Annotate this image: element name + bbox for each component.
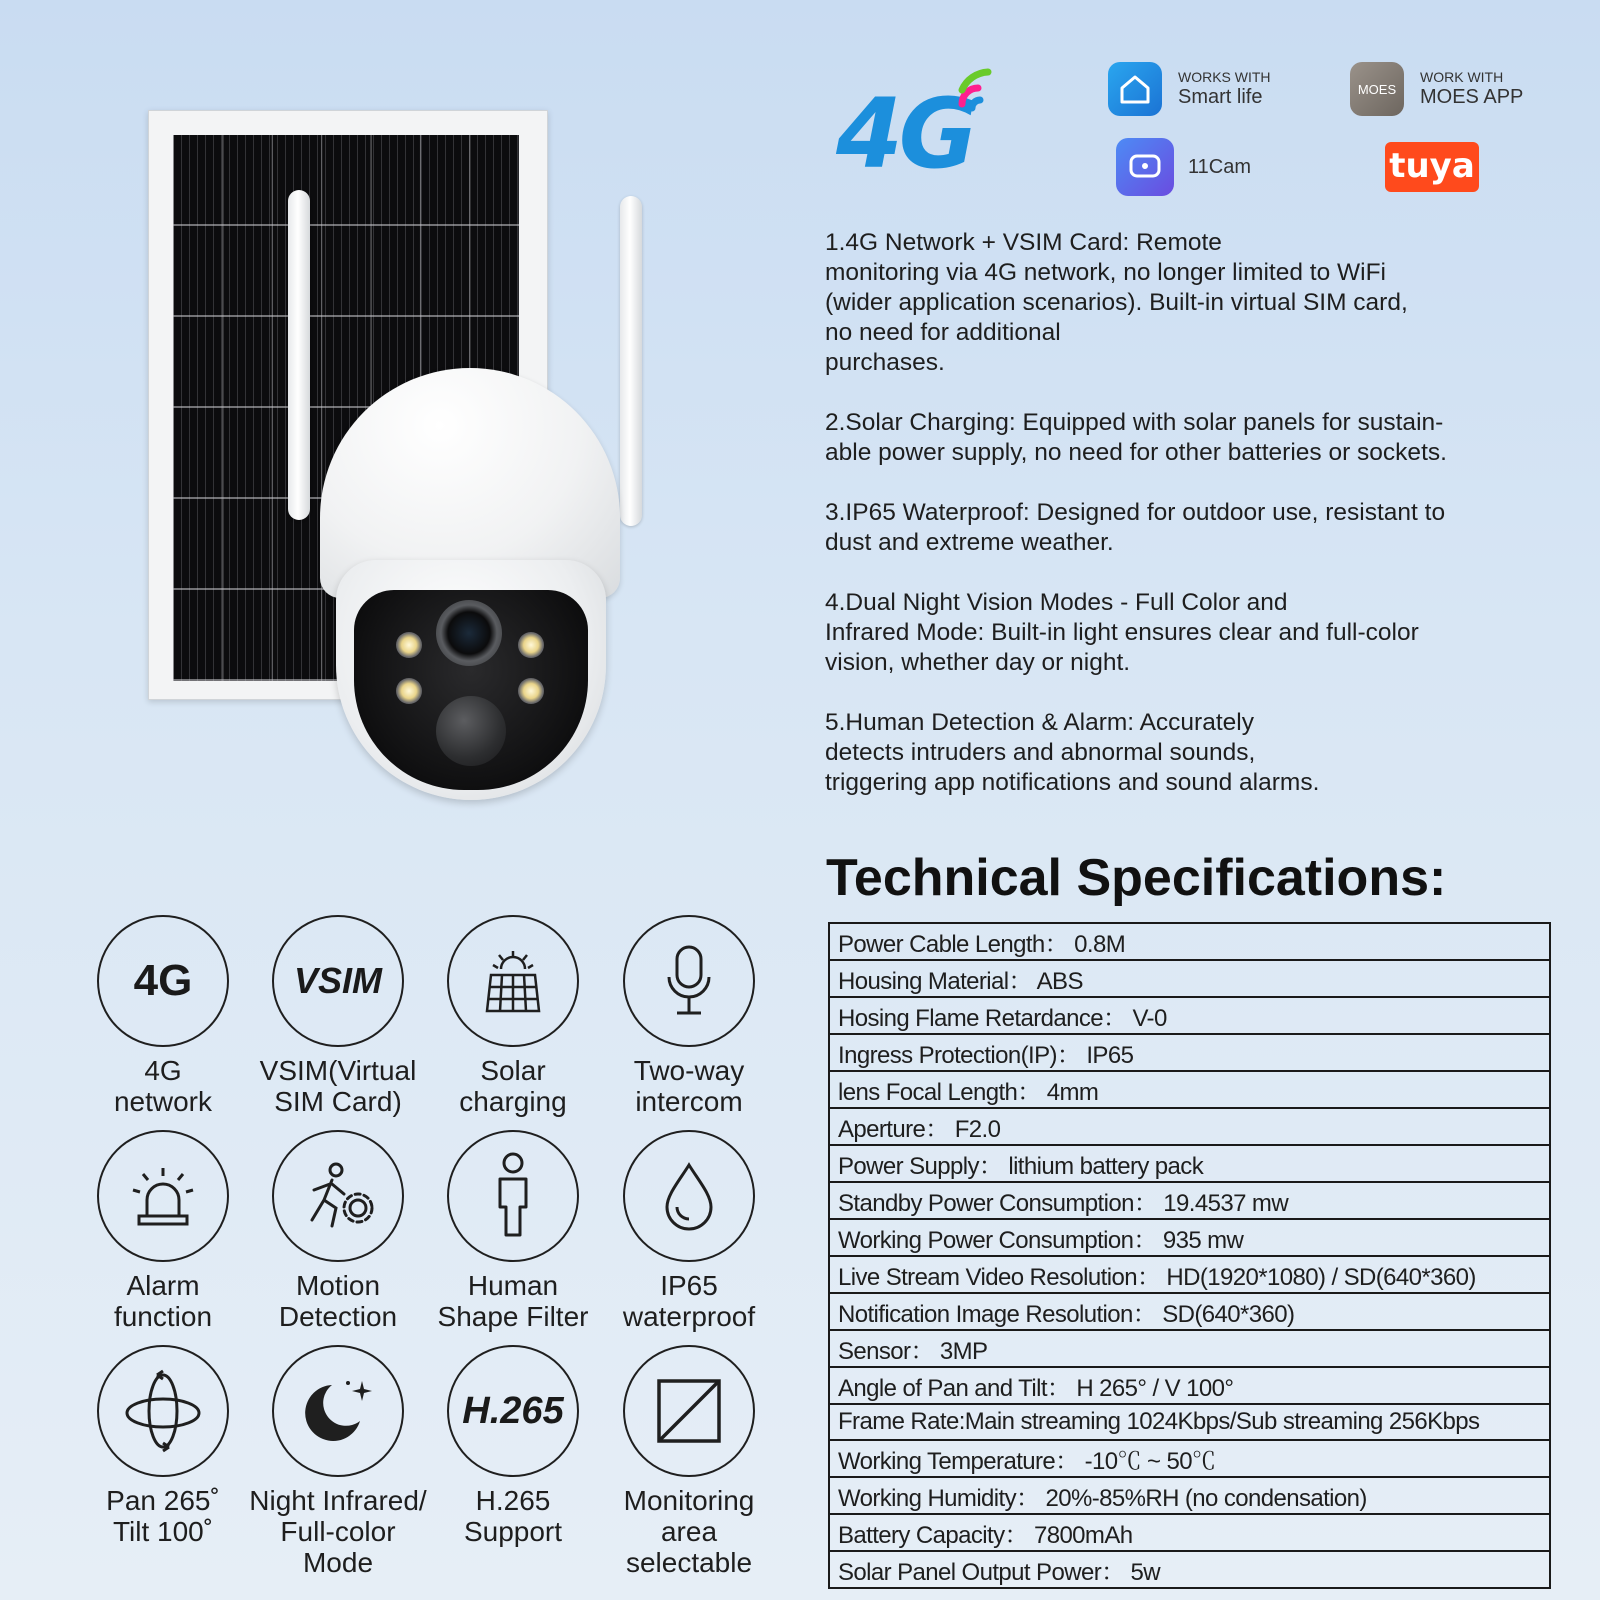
alarm-siren-icon bbox=[97, 1130, 229, 1262]
feature-alarm: Alarm function bbox=[73, 1130, 253, 1332]
spec-table bbox=[828, 922, 1551, 1589]
moes-badge bbox=[1350, 62, 1523, 116]
feature-list bbox=[825, 228, 1565, 828]
feature-icon-grid bbox=[70, 915, 790, 1578]
logo-4g: 4G bbox=[836, 70, 1016, 190]
led-light bbox=[518, 632, 544, 658]
product-image bbox=[140, 100, 660, 820]
signal-waves-icon bbox=[954, 64, 1014, 124]
person-icon bbox=[447, 1130, 579, 1262]
led-light bbox=[518, 678, 544, 704]
microphone-icon bbox=[623, 915, 755, 1047]
moes-name: MOES APP bbox=[1420, 86, 1524, 109]
feature-vsim: VSIM VSIM(Virtual SIM Card) bbox=[248, 915, 428, 1117]
spec-row: Power Cable Length： 0.8M bbox=[829, 923, 1550, 960]
spec-row: lens Focal Length： 4mm bbox=[829, 1071, 1550, 1108]
led-light bbox=[396, 678, 422, 704]
feature-3: 3.IP65 Waterproof: Designed for outdoor use, resistant to dust and extreme weather. bbox=[825, 499, 1446, 556]
led-light bbox=[396, 632, 422, 658]
feature-2: 2.Solar Charging: Equipped with solar panels for sustain- able power supply, no need for other batteries or sockets. bbox=[825, 409, 1447, 466]
feature-h265: H.265 H.265 Support bbox=[423, 1345, 603, 1547]
pir-sensor bbox=[436, 696, 506, 766]
feature-4: 4.Dual Night Vision Modes - Full Color and Infrared Mode: Built-in light ensures clear and full-color vision, whether day or night. bbox=[825, 589, 1419, 676]
spec-row: Working Temperature： -10℃ ~ 50℃ bbox=[829, 1440, 1550, 1477]
moes-icon bbox=[1350, 62, 1404, 116]
spec-row: Battery Capacity： 7800mAh bbox=[829, 1514, 1550, 1551]
spec-row: Standby Power Consumption： 19.4537 mw bbox=[829, 1182, 1550, 1219]
feature-intercom: Two-way intercom bbox=[599, 915, 779, 1117]
feature-monitor-area: Monitoring area selectable bbox=[599, 1345, 779, 1578]
antenna-right bbox=[620, 196, 642, 526]
feature-4g: 4G 4G network bbox=[73, 915, 253, 1117]
smartlife-small: WORKS WITH bbox=[1178, 68, 1271, 85]
moes-icon-text: MOES bbox=[1357, 81, 1397, 97]
spec-row: Solar Panel Output Power： 5w bbox=[829, 1551, 1550, 1588]
running-person-icon bbox=[272, 1130, 404, 1262]
spec-row: Sensor： 3MP bbox=[829, 1330, 1550, 1367]
feature-human-filter: Human Shape Filter bbox=[423, 1130, 603, 1332]
11cam-badge bbox=[1116, 138, 1251, 196]
spec-row: Ingress Protection(IP)： IP65 bbox=[829, 1034, 1550, 1071]
house-icon bbox=[1108, 62, 1162, 116]
feature-night-mode: Night Infrared/ Full-color Mode bbox=[248, 1345, 428, 1578]
camera-lens bbox=[436, 600, 502, 666]
spec-row: Working Humidity： 20%-85%RH (no condensation) bbox=[829, 1477, 1550, 1514]
spec-row: Notification Image Resolution： SD(640*360) bbox=[829, 1293, 1550, 1330]
spec-row: Hosing Flame Retardance： V-0 bbox=[829, 997, 1550, 1034]
feature-solar: Solar charging bbox=[423, 915, 603, 1117]
spec-row: Aperture： F2.0 bbox=[829, 1108, 1550, 1145]
moon-stars-icon bbox=[272, 1345, 404, 1477]
moes-small: WORK WITH bbox=[1420, 68, 1504, 85]
rotation-icon bbox=[97, 1345, 229, 1477]
camera-app-icon bbox=[1116, 138, 1174, 196]
feature-5: 5.Human Detection & Alarm: Accurately detects intruders and abnormal sounds, triggering app notifications and sound alarms. bbox=[825, 709, 1320, 796]
feature-motion: Motion Detection bbox=[248, 1130, 428, 1332]
water-drop-icon bbox=[623, 1130, 755, 1262]
spec-row: Power Supply： lithium battery pack bbox=[829, 1145, 1550, 1182]
smartlife-badge bbox=[1108, 62, 1271, 116]
spec-row: Housing Material： ABS bbox=[829, 960, 1550, 997]
spec-row: Frame Rate:Main streaming 1024Kbps/Sub streaming 256Kbps bbox=[829, 1404, 1550, 1440]
spec-row: Working Power Consumption： 935 mw bbox=[829, 1219, 1550, 1256]
smartlife-name: Smart life bbox=[1178, 86, 1263, 109]
feature-1: 1.4G Network + VSIM Card: Remote monitoring via 4G network, no longer limited to WiFi (wider application scenarios). Built-in virtual SIM card, no need for additional purchases. bbox=[825, 229, 1408, 376]
antenna-left bbox=[288, 190, 310, 520]
feature-waterproof: IP65 waterproof bbox=[599, 1130, 779, 1332]
spec-title: Technical Specifications: bbox=[826, 849, 1447, 907]
11cam-name: 11Cam bbox=[1188, 156, 1251, 178]
spec-row: Live Stream Video Resolution： HD(1920*1080) / SD(640*360) bbox=[829, 1256, 1550, 1293]
solar-panel-icon bbox=[447, 915, 579, 1047]
spec-row: Angle of Pan and Tilt： H 265° / V 100° bbox=[829, 1367, 1550, 1404]
area-select-icon bbox=[623, 1345, 755, 1477]
feature-pan-tilt: Pan 265˚ Tilt 100˚ bbox=[73, 1345, 253, 1547]
vsim-icon: VSIM bbox=[272, 915, 404, 1047]
h265-icon: H.265 bbox=[447, 1345, 579, 1477]
4g-signal-icon: 4G bbox=[97, 915, 229, 1047]
tuya-logo: tuya bbox=[1385, 142, 1479, 192]
